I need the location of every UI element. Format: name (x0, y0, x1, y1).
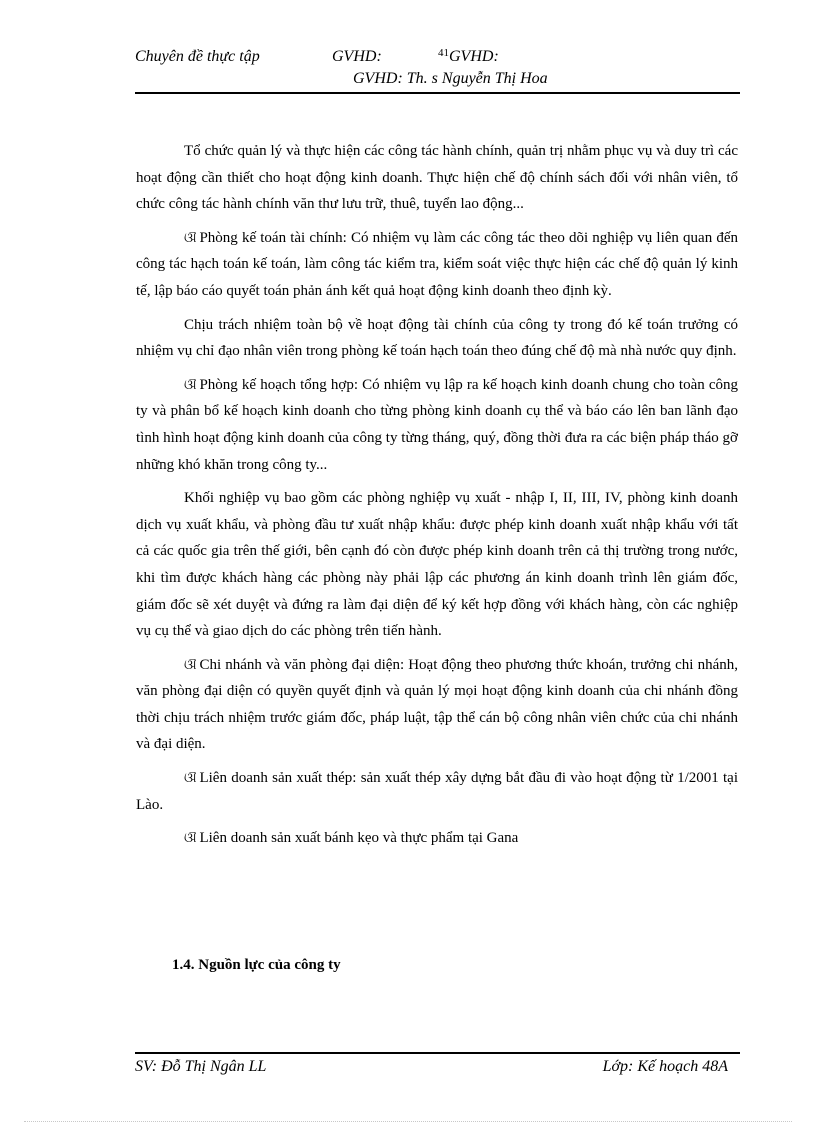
paragraph (136, 138, 738, 218)
footer-student: SV: Đỗ Thị Ngân LL (135, 1058, 267, 1075)
footer-class: Lớp: Kế hoạch 48A (602, 1058, 728, 1075)
header-rule (135, 92, 740, 94)
bullet-ornament-icon: ଔ (184, 656, 196, 672)
header-topic: Chuyên đề thực tập (135, 48, 260, 65)
header-gvhd-label-2: GVHD: (449, 48, 499, 65)
page-number: 41 (438, 47, 449, 59)
document-body (136, 138, 738, 859)
bullet-paragraph (136, 765, 738, 818)
paragraph-text: Phòng kế toán tài chính: Có nhiệm vụ làm các công tác theo dõi nghiệp vụ liên quan đến công tác hạch toán kế toán, làm công tác kiểm tra, kiểm soát việc thực hiện các chế độ quản lý kinh tế, lập báo cáo quyết toán phản ánh kết quả hoạt động kinh doanh theo định kỳ. (136, 229, 738, 299)
paragraph-text: Tổ chức quản lý và thực hiện các công tác hành chính, quản trị nhằm phục vụ và duy trì các hoạt động cần thiết cho hoạt động kinh doanh. Thực hiện chế độ chính sách đối với nhân viên, tổ chức công tác hành chính văn thư lưu trữ, thuê, tuyển lao động... (136, 143, 738, 213)
paragraph (136, 485, 738, 645)
bullet-paragraph (136, 652, 738, 758)
paragraph-text: Phòng kế hoạch tổng hợp: Có nhiệm vụ lập ra kế hoạch kinh doanh chung cho toàn công ty và phân bổ kế hoạch kinh doanh cho từng phòng kinh doanh cụ thể và báo cáo lên ban lãnh đạo tình hình hoạt động kinh doanh của công ty từng tháng, quý, đồng thời đưa ra các biện pháp tháo gỡ những khó khăn trong công ty... (136, 376, 738, 473)
bullet-ornament-icon: ଔ (184, 830, 196, 846)
bullet-paragraph (136, 825, 738, 852)
paragraph (136, 312, 738, 365)
bullet-paragraph (136, 372, 738, 478)
page-header (135, 48, 740, 70)
bullet-ornament-icon: ଔ (184, 229, 196, 245)
header-advisor: GVHD: Th. s Nguyễn Thị Hoa (353, 70, 548, 87)
header-gvhd-label: GVHD: (332, 48, 382, 65)
bullet-ornament-icon: ଔ (184, 770, 196, 786)
paragraph-text: Chi nhánh và văn phòng đại diện: Hoạt động theo phương thức khoán, trưởng chi nhánh, văn phòng đại diện có quyền quyết định và quản lý mọi hoạt động kinh doanh của chi nhánh đồng thời chịu trách nhiệm trước giám đốc, pháp luật, tập thể cán bộ công nhân viên chức của chi nhánh và đại diện. (136, 656, 738, 753)
bullet-paragraph (136, 225, 738, 305)
paragraph-text: Chịu trách nhiệm toàn bộ về hoạt động tài chính của công ty trong đó kế toán trưởng có nhiệm vụ chỉ đạo nhân viên trong phòng kế toán hạch toán theo đúng chế độ mà nhà nước quy định. (136, 316, 738, 360)
footer-rule (135, 1052, 740, 1054)
paragraph-text: Khối nghiệp vụ bao gồm các phòng nghiệp vụ xuất - nhập I, II, III, IV, phòng kinh doanh dịch vụ xuất khẩu, và phòng đầu tư xuất nhập khẩu: được phép kinh doanh xuất nhập khẩu với tất cả các quốc gia trên thế giới, bên cạnh đó còn được phép kinh doanh trên cả thị trường trong nước, khi tìm được khách hàng các phòng này phải lập các phương án kinh doanh trình lên giám đốc, giám đốc sẽ xét duyệt và đứng ra làm đại diện để ký kết hợp đồng với khách hàng, còn các nghiệp vụ cụ thể và giao dịch do các phòng trên tiến hành. (136, 490, 738, 640)
paragraph-text: Liên doanh sản xuất bánh kẹo và thực phẩm tại Gana (199, 830, 519, 847)
section-heading: 1.4. Nguồn lực của công ty (172, 957, 341, 973)
page-edge-divider (24, 1121, 792, 1122)
paragraph-text: Liên doanh sản xuất thép: sản xuất thép xây dựng bắt đầu đi vào hoạt động từ 1/2001 tại Lào. (136, 770, 738, 813)
bullet-ornament-icon: ଔ (184, 376, 196, 392)
